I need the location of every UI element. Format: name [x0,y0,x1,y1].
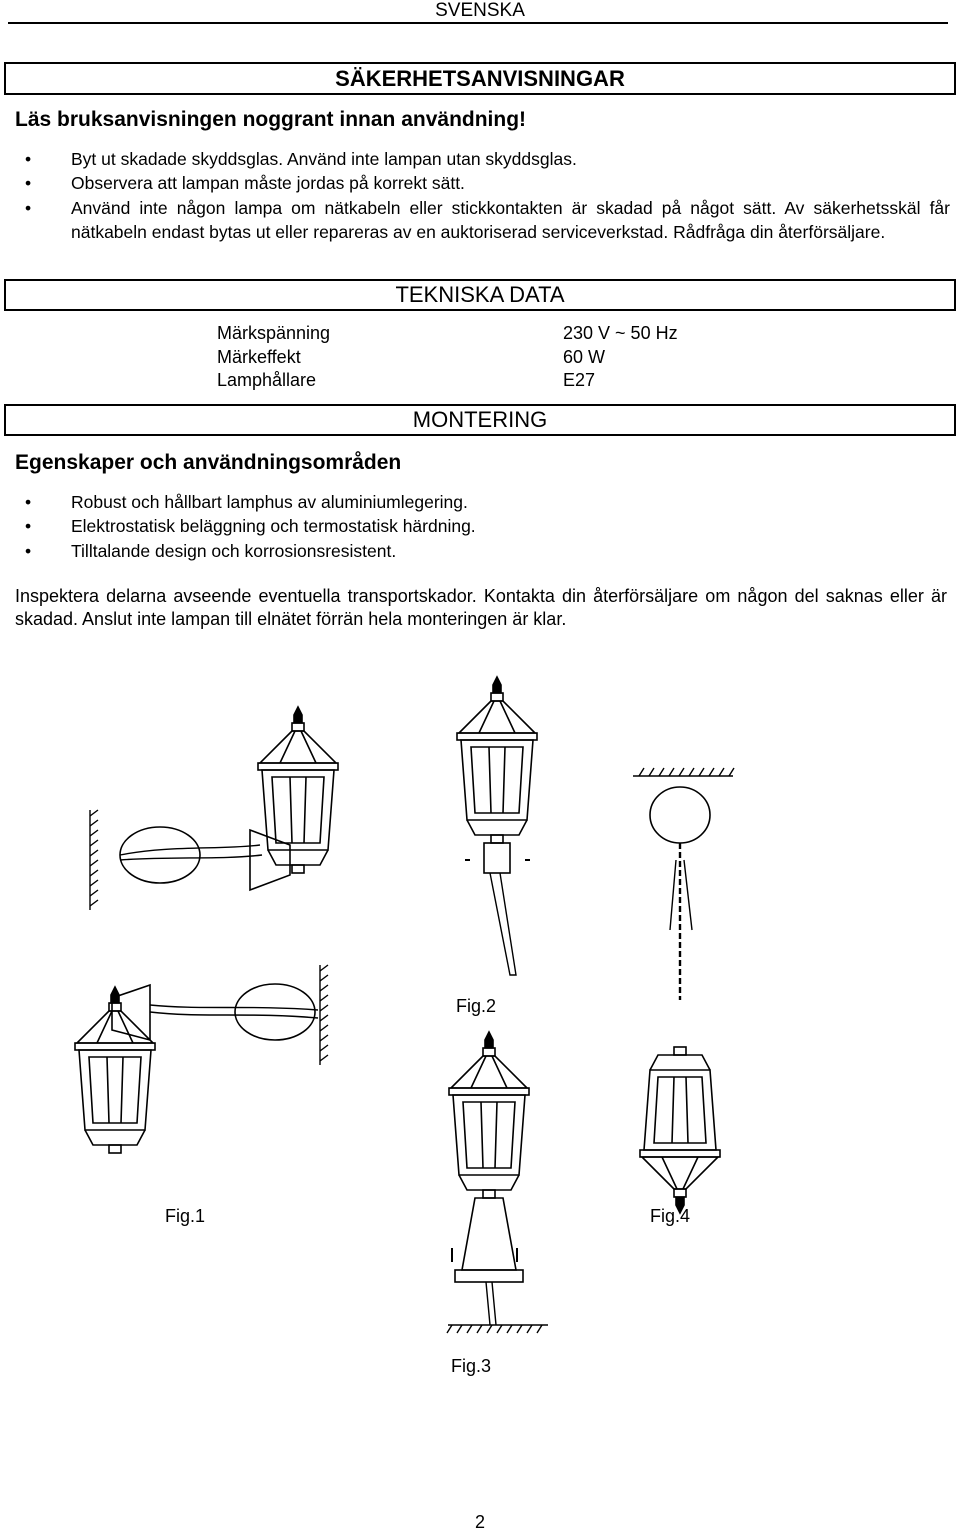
tech-label: Märkspänning [217,323,331,343]
tech-title: TEKNISKA DATA [395,282,565,307]
pedestal-lantern-drawing [447,1032,548,1333]
post-top-lantern-drawing [457,677,537,975]
safety-title: SÄKERHETSANVISNINGAR [335,66,625,91]
mounting-title: MONTERING [412,407,548,432]
figure-label-2: Fig.2 [456,996,497,1016]
mounting-subtitle: Egenskaper och användningsområden [15,451,402,474]
list-item: • Använd inte någon lampa om nätkabeln eller stickkontakten är skadad på något sätt. Av säkerhetsskäl får nätkabeln endast bytas ut eller repareras av en auktoriserad serviceverkstad. Rådfråga din återförsäljare. [25,197,950,242]
bullet-icon: • [25,197,32,218]
safety-intro: Läs bruksanvisningen noggrant innan användning! [15,108,527,131]
list-item: • Byt ut skadade skyddsglas. Använd inte lampan utan skyddsglas. [15,147,950,171]
bullet-icon: • [25,173,32,194]
inspection-paragraph: Inspektera delarna avseende eventuella transportskador. Kontakta din återförsäljare om någon del saknas eller är skadad. Anslut inte lampan till elnätet förrän hela monteringen är klar. [15,586,947,629]
list-item: • Tilltalande design och korrosionsresistent. [15,539,950,563]
wall-lantern-upright-drawing [90,707,338,910]
page-number: 2 [474,1512,485,1532]
tech-value: E27 [563,370,596,390]
list-item: • Robust och hållbart lamphus av aluminiumlegering. [15,490,950,514]
wall-lantern-hanging-drawing [75,965,328,1153]
bullet-icon: • [25,492,32,512]
figure-label-3: Fig.3 [451,1356,492,1376]
bullet-icon: • [25,540,32,561]
list-item: • Elektrostatisk beläggning och termostatisk härdning. [15,514,950,538]
figure-label-1: Fig.1 [165,1206,206,1226]
bullet-icon: • [25,516,32,537]
bullet-icon: • [25,149,32,169]
list-item: • Observera att lampan måste jordas på korrekt sätt. [15,171,950,195]
document-language: SVENSKA [435,0,525,21]
figure-label-4: Fig.4 [650,1206,691,1226]
tech-value: 230 V ~ 50 Hz [563,323,678,343]
ceiling-pendant-lantern-drawing [633,768,734,1213]
tech-value: 60 W [563,346,606,367]
tech-label: Märkeffekt [217,346,301,367]
tech-label: Lamphållare [217,370,317,390]
